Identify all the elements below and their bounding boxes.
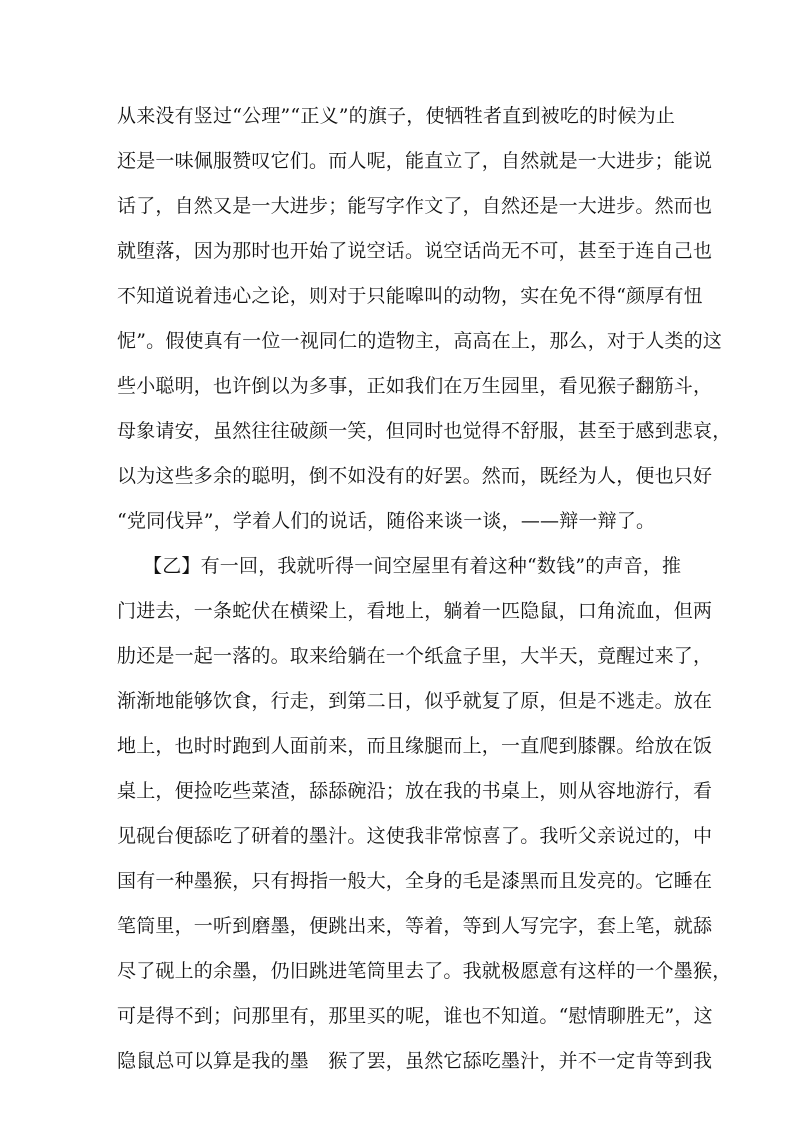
text-line: 就堕落，因为那时也开始了说空话。说空话尚无不可，甚至于连自己也 <box>117 240 713 262</box>
text-line: 肋还是一起一落的。取来给躺在一个纸盒子里，大半天，竟醒过来了， <box>117 645 713 667</box>
text-line: 母象请安，虽然往往破颜一笑，但同时也觉得不舒服，甚至于感到悲哀， <box>117 420 732 442</box>
text-line: 笔筒里，一听到磨墨，便跳出来，等着，等到人写完字，套上笔，就舔 <box>117 915 713 937</box>
text-line: 尽了砚上的余墨，仍旧跳进笔筒里去了。我就极愿意有这样的一个墨猴， <box>117 960 732 982</box>
text-line: 还是一味佩服赞叹它们。而人呢，能直立了，自然就是一大进步；能说 <box>117 150 713 172</box>
text-line: 隐鼠总可以算是我的墨 猴了罢，虽然它舔吃墨汁，并不一定肯等到我 <box>117 1050 713 1072</box>
text-line: 桌上，便捡吃些菜渣，舔舔碗沿；放在我的书桌上，则从容地游行，看 <box>117 780 713 802</box>
text-line: 见砚台便舔吃了研着的墨汁。这使我非常惊喜了。我听父亲说过的，中 <box>117 825 713 847</box>
text-line: 些小聪明，也许倒以为多事，正如我们在万生园里，看见猴子翻筋斗， <box>117 375 713 397</box>
text-line: 国有一种墨猴，只有拇指一般大，全身的毛是漆黑而且发亮的。它睡在 <box>117 870 713 892</box>
text-line: 渐渐地能够饮食，行走，到第二日，似乎就复了原，但是不逃走。放在 <box>117 690 713 712</box>
text-line: 以为这些多余的聪明，倒不如没有的好罢。然而，既经为人，便也只好 <box>117 465 713 487</box>
paragraph-start-line: 【乙】有一回，我就听得一间空屋里有着这种“数钱”的声音，推 <box>143 555 682 577</box>
text-line: 从来没有竖过“公理”“正义”的旗子，使牺牲者直到被吃的时候为止 <box>117 105 676 127</box>
text-line: 地上，也时时跑到人面前来，而且缘腿而上，一直爬到膝髁。给放在饭 <box>117 735 713 757</box>
text-line: 门进去，一条蛇伏在横梁上，看地上，躺着一匹隐鼠，口角流血，但两 <box>117 600 713 622</box>
text-line: 不知道说着违心之论，则对于只能嗥叫的动物，实在免不得“颜厚有忸 <box>117 285 703 307</box>
text-line: 话了，自然又是一大进步；能写字作文了，自然还是一大进步。然而也 <box>117 195 713 217</box>
text-line: “党同伐异”，学着人们的说话，随俗来谈一谈，——辩一辩了。 <box>117 510 656 532</box>
text-line: 可是得不到；问那里有，那里买的呢，谁也不知道。“慰情聊胜无”，这 <box>117 1005 713 1027</box>
text-line: 怩”。假使真有一位一视同仁的造物主，高高在上，那么，对于人类的这 <box>117 330 723 352</box>
